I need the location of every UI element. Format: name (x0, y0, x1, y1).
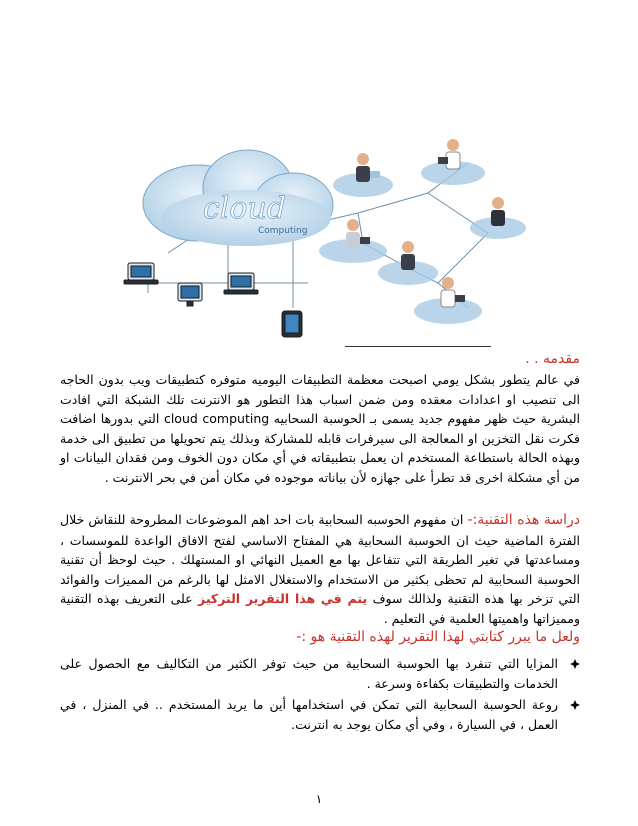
list-item (60, 654, 580, 693)
intro-section (60, 348, 580, 487)
cloud-word: cloud (203, 191, 286, 226)
intro-body-b: التي بدورها اضافت فكرت نقل التخزين او المعالجة الى سيرفرات قابله للمشاركة وبذلك يتم تحويلها من تطبيق الى خدمة وبهذه الحالة باستطاعة المستخدم ان يعمل بتطبيقاته في أي مكان دون الخوف ومن فقدان البيانات او من أي مشكلة اخرى قد تطرأ على جهازه لأن بياناته موجوده في مكان أمن في بحر الانترنت . (60, 411, 580, 485)
cloud-computing-illustration (108, 133, 526, 343)
study-body-b: على التعريف بهذه التقنية ومميزاتها واهميتها العلمية في التعليم . (60, 591, 580, 626)
study-emphasis: يتم في هذا التقرير التركيز (198, 591, 368, 606)
study-body-a: ان مفهوم الحوسبه السحابية بات احد اهم الموضوعات المطروحة للنقاش خلال الفترة الماضية حيث ان الحوسبة السحابية هي المفتاح الاساسي لفتح الافاق الواعدة للموسسات ، ومساعدتها في تغير الطريقة التي تتفاعل بها مع العميل النهائي او المستهلك . حيث لوحظ أن تقنية الحوسبة السحابية لم تحظى بكثير من الاستخدام والاستغلال الامثل لها بالرغم من المميزات والفوائد التي تزخر بها هذه التقنية ولذالك سوف (60, 512, 580, 606)
cloud-shape (143, 150, 333, 246)
study-section (60, 510, 580, 628)
bullet-diamond-icon (570, 659, 580, 669)
intro-term: cloud computing (163, 411, 270, 426)
list-item (60, 695, 580, 734)
separator-rule (345, 346, 491, 347)
study-label: دراسة هذه التقنية:- (467, 512, 581, 528)
list-item-text: المزايا التي تنفرد بها الحوسبة السحابية من حيث توفر الكثير من التكاليف مع الحصول على الخدمات والتطبيقات بكفاءة وسرعة . (60, 656, 558, 691)
bullet-diamond-icon (570, 700, 580, 710)
computing-word: Computing (258, 226, 308, 236)
intro-body-a: في عالم يتطور بشكل يومي اصبحت معظمة التطبيقات اليوميه متوفره كتطبيقات ويب بدون الحاجه الى تنصيب او اعدادات معقده ومن ضمن اسباب هذا التطور هو الانترنت تلك الشبكة التي افادت البشرية حيث ظهر مفهوم جديد يسمى بـ الحوسبة السحابيه (60, 372, 580, 426)
list-item-text: روعة الحوسبة السحابية التي تمكن في استخدامها أين ما يريد المستخدم .. في المنزل ، في العمل ، في السيارة ، وفي أي مكان يوجد به انترنت. (60, 697, 558, 732)
page-number: ١ (315, 792, 323, 806)
intro-heading: مقدمه . . (525, 351, 580, 367)
reasons-list (60, 654, 580, 736)
reasons-heading: ولعل ما يبرر كتابتي لهذا التقرير لهذه التقنية هو :- (296, 629, 580, 645)
